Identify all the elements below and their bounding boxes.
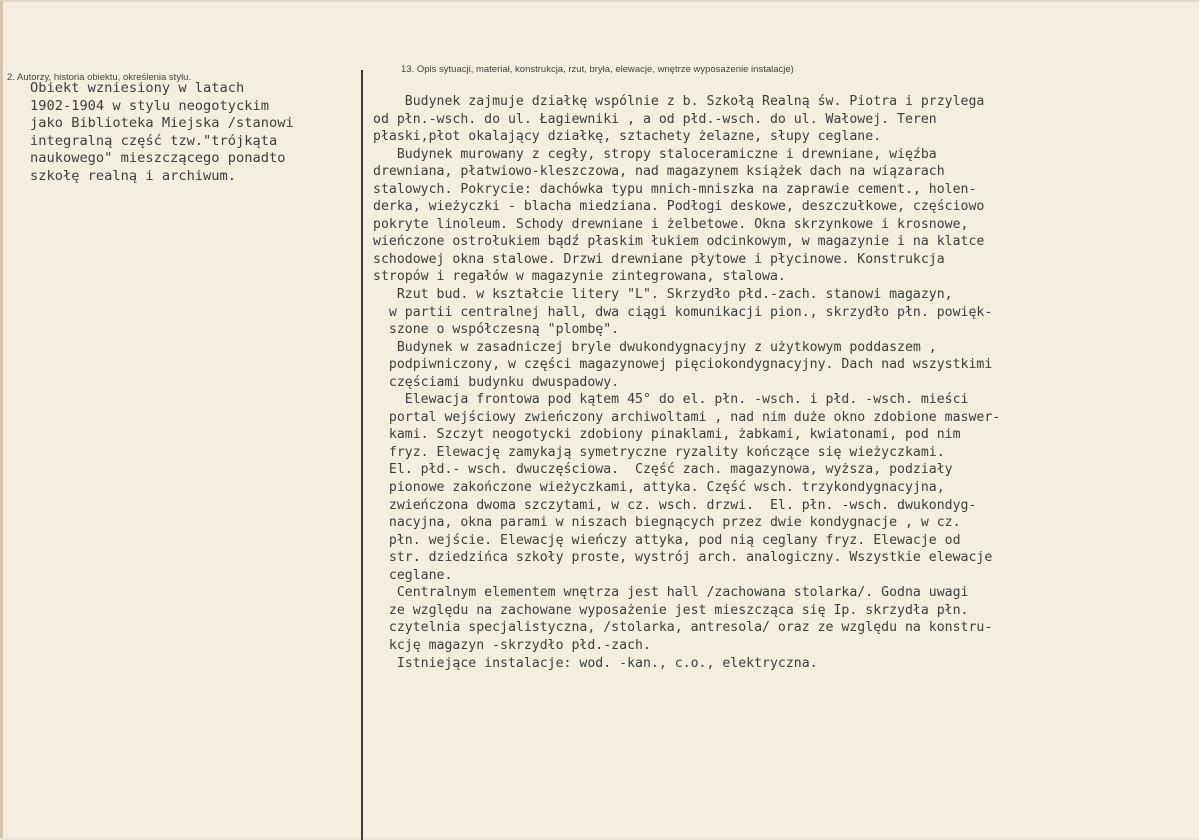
text-line: Centralnym elementem wnętrza jest hall /zachowana stolarka/. Godna uwagi	[373, 585, 969, 601]
text-line: portal wejściowy zwieńczony archiwoltami , nad nim duże okno zdobione maswer-	[373, 409, 1001, 425]
text-line: wieńczone ostrołukiem bądź płaskim łukiem odcinkowym, w magazynie i na klatce	[373, 234, 985, 250]
text-line: ceglane.	[373, 567, 453, 583]
text-line: częściami budynku dwuspadowy.	[373, 374, 620, 390]
text-line: płn. wejście. Elewację wieńczy attyka, pod nią ceglany fryz. Elewacje od	[373, 532, 961, 548]
text-line: drewniana, płatwiowo-kleszczowa, nad magazynem książek dach na wiązarach	[373, 164, 945, 180]
text-line: stropów i regałów w magazynie zintegrowana, stalowa.	[373, 269, 786, 285]
text-line: pionowe zakończone wieżyczkami, attyka. Część wsch. trzykondygnacyjna,	[373, 480, 945, 496]
text-line: jako Biblioteka Miejska /stanowi	[30, 115, 294, 131]
text-line: ze względu na zachowane wyposażenie jest mieszcząca się Ip. skrzydła płn.	[373, 602, 969, 618]
text-line: szkołę realną i archiwum.	[30, 167, 237, 184]
text-line: podpiwniczony, w części magazynowej pięciokondygnacyjny. Dach nad wszystkimi	[373, 357, 993, 373]
text-line: Obiekt wzniesiony w latach	[30, 80, 245, 96]
text-line: 1902-1904 w stylu neogotyckim	[30, 97, 269, 114]
text-line: od płn.-wsch. do ul. Łagiewniki , a od płd.-wsch. do ul. Wałowej. Teren	[373, 111, 937, 127]
text-line: fryz. Elewację zamykają symetryczne ryzality kończące się wieżyczkami.	[373, 444, 945, 460]
text-line: schodowej okna stalowe. Drzwi drewniane płytowe i płycinowe. Konstrukcja	[373, 251, 945, 267]
text-line: kami. Szczyt neogotycki zdobiony pinaklami, żabkami, kwiatonami, pod nim	[373, 427, 961, 443]
text-line: Rzut bud. w kształcie litery "L". Skrzydło płd.-zach. stanowi magazyn,	[373, 287, 953, 303]
text-line: derka, wieżyczki - blacha miedziana. Podłogi deskowe, deszczułkowe, częściowo	[373, 199, 985, 215]
text-line: Budynek w zasadniczej bryle dwukondygnacyjny z użytkowym poddaszem ,	[373, 339, 937, 355]
text-line: stalowych. Pokrycie: dachówka typu mnich-mniszka na zaprawie cement., holen-	[373, 181, 977, 197]
text-line: Budynek zajmuje działkę wspólnie z b. Szkołą Realną św. Piotra i przylega	[373, 94, 985, 109]
text-line: kcję magazyn -skrzydło płd.-zach.	[373, 637, 651, 653]
text-line: El. płd.- wsch. dwuczęściowa. Część zach. magazynowa, wyższa, podziały	[373, 462, 953, 478]
text-line: szone o współczesną "plombę".	[373, 322, 620, 338]
text-line: Budynek murowany z cegły, stropy staloceramiczne i drewniane, więźba	[373, 146, 937, 162]
right-column-header: 13. Opis sytuacji, materiał, konstrukcja, rzut, bryła, elewacje, wnętrze wyposażenie instalacje)	[401, 64, 794, 75]
text-line: naukowego" mieszczącego ponadto	[30, 150, 286, 166]
text-line: płaski,płot okalający działkę, sztachety żelazne, słupy ceglane.	[373, 129, 882, 145]
text-line: Istniejące instalacje: wod. -kan., c.o., elektryczna.	[373, 655, 818, 671]
text-line: zwieńczona dwoma szczytami, w cz. wsch. drzwi. El. płn. -wsch. dwukondyg-	[373, 497, 977, 513]
text-line: w partii centralnej hall, dwa ciągi komunikacji pion., skrzydło płn. powięk-	[373, 304, 993, 320]
text-line: integralną część tzw."trójkąta	[30, 132, 278, 149]
text-line: czytelnia specjalistyczna, /stolarka, antresola/ oraz ze względu na konstru-	[373, 620, 993, 636]
text-line: pokryte linoleum. Schody drewniane i żelbetowe. Okna skrzynkowe i krosnowe,	[373, 216, 969, 232]
column-divider	[361, 70, 363, 840]
text-line: Elewacja frontowa pod kątem 45° do el. płn. -wsch. i płd. -wsch. mieści	[373, 392, 969, 408]
text-line: nacyjna, okna parami w niszach biegnących przez dwie kondygnacje , w cz.	[373, 515, 961, 531]
description-text	[373, 93, 1000, 672]
history-text	[30, 80, 294, 185]
text-line: str. dziedzińca szkoły proste, wystrój arch. analogiczny. Wszystkie elewacje	[373, 550, 993, 566]
left-column-header: 2. Autorzy, historia obiektu, określenia stylu.	[7, 72, 192, 83]
